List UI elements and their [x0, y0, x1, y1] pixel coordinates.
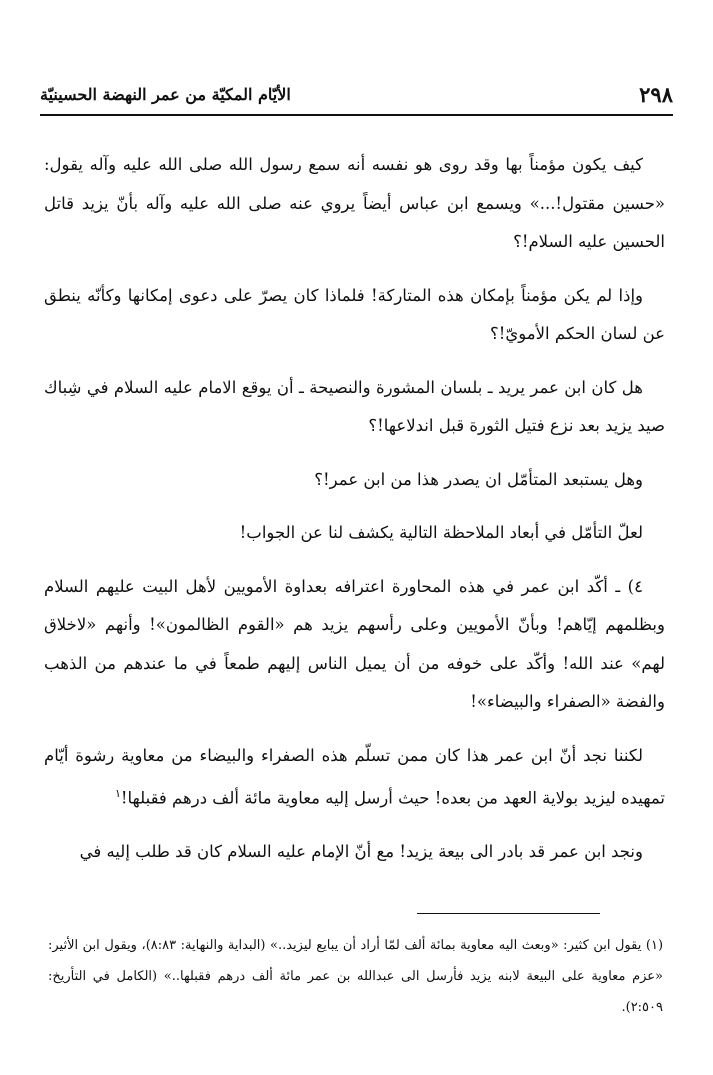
- paragraph: [44, 737, 665, 819]
- page-number: ٢٩٨: [639, 81, 673, 107]
- paragraph: وهل يستبعد المتأمّل ان يصدر هذا من ابن عمر!؟: [314, 469, 643, 489]
- running-title: الأيّام المكيّة من عمر النهضة الحسينيّة: [40, 84, 291, 104]
- paragraph: ونجد ابن عمر قد بادر الى بيعة يزيد! مع أنّ الإمام عليه السلام كان قد طلب إليه في: [79, 842, 643, 861]
- footnotes: [48, 930, 663, 1023]
- header-divider: [40, 114, 673, 116]
- footnote-divider: [417, 913, 600, 914]
- main-text: [44, 146, 665, 887]
- footnote-reference: ١: [114, 787, 121, 800]
- paragraph: وإذا لم يكن مؤمناً بإمكان هذه المتاركة! فلماذا كان يصرّ على دعوى إمكانها وكأنّه ينطق عن لسان الحكم الأمويّ!؟: [44, 285, 665, 343]
- paragraph: كيف يكون مؤمناً بها وقد روى هو نفسه أنه سمع رسول الله صلى الله عليه وآله يقول: «حسين مقتول!...» ويسمع ابن عباس أيضاً يروي عنه صلى الله عليه وآله بأنّ يزيد قاتل الحسين عليه السلام!؟: [44, 155, 665, 251]
- paragraph-text: لكننا نجد أنّ ابن عمر هذا كان ممن تسلّم هذه الصفراء والبيضاء من معاوية رشوة أيّام تمهيده ليزيد بولاية العهد من بعده! حيث أرسل إليه معاوية مائة ألف درهم فقبلها!: [44, 745, 665, 808]
- page-header: [40, 76, 673, 112]
- footnote: (١) يقول ابن كثير: «وبعث اليه معاوية بمائة ألف لمّا أراد أن يبايع ليزيد..» (البداية والنهاية: ٨:٨٣)، ويقول ابن الأثير: «عزم معاوية على البيعة لابنه يزيد فأرسل الى عبدالله بن عمر مائة ألف درهم فقبلها..» (الكامل في التأريخ: ٢:٥٠٩).: [48, 938, 664, 1015]
- paragraph: هل كان ابن عمر يريد ـ بلسان المشورة والنصيحة ـ أن يوقع الامام عليه السلام في شِباك صيد يزيد بعد نزع فتيل الثورة قبل اندلاعها!؟: [44, 377, 665, 435]
- paragraph: ٤) ـ أكّد ابن عمر في هذه المحاورة اعترافه بعداوة الأمويين لأهل البيت عليهم السلام وبظلمهم إيّاهم! وبأنّ الأمويين وعلى رأسهم يزيد هم «القوم الظالمون»! وأنهم «لاخلاق لهم» عند الله! وأكّد على خوفه من أن يميل الناس إليهم طمعاً في ما عندهم من الذهب والفضة «الصفراء والبيضاء»!: [44, 576, 665, 711]
- paragraph: لعلّ التأمّل في أبعاد الملاحظة التالية يكشف لنا عن الجواب!: [239, 523, 643, 542]
